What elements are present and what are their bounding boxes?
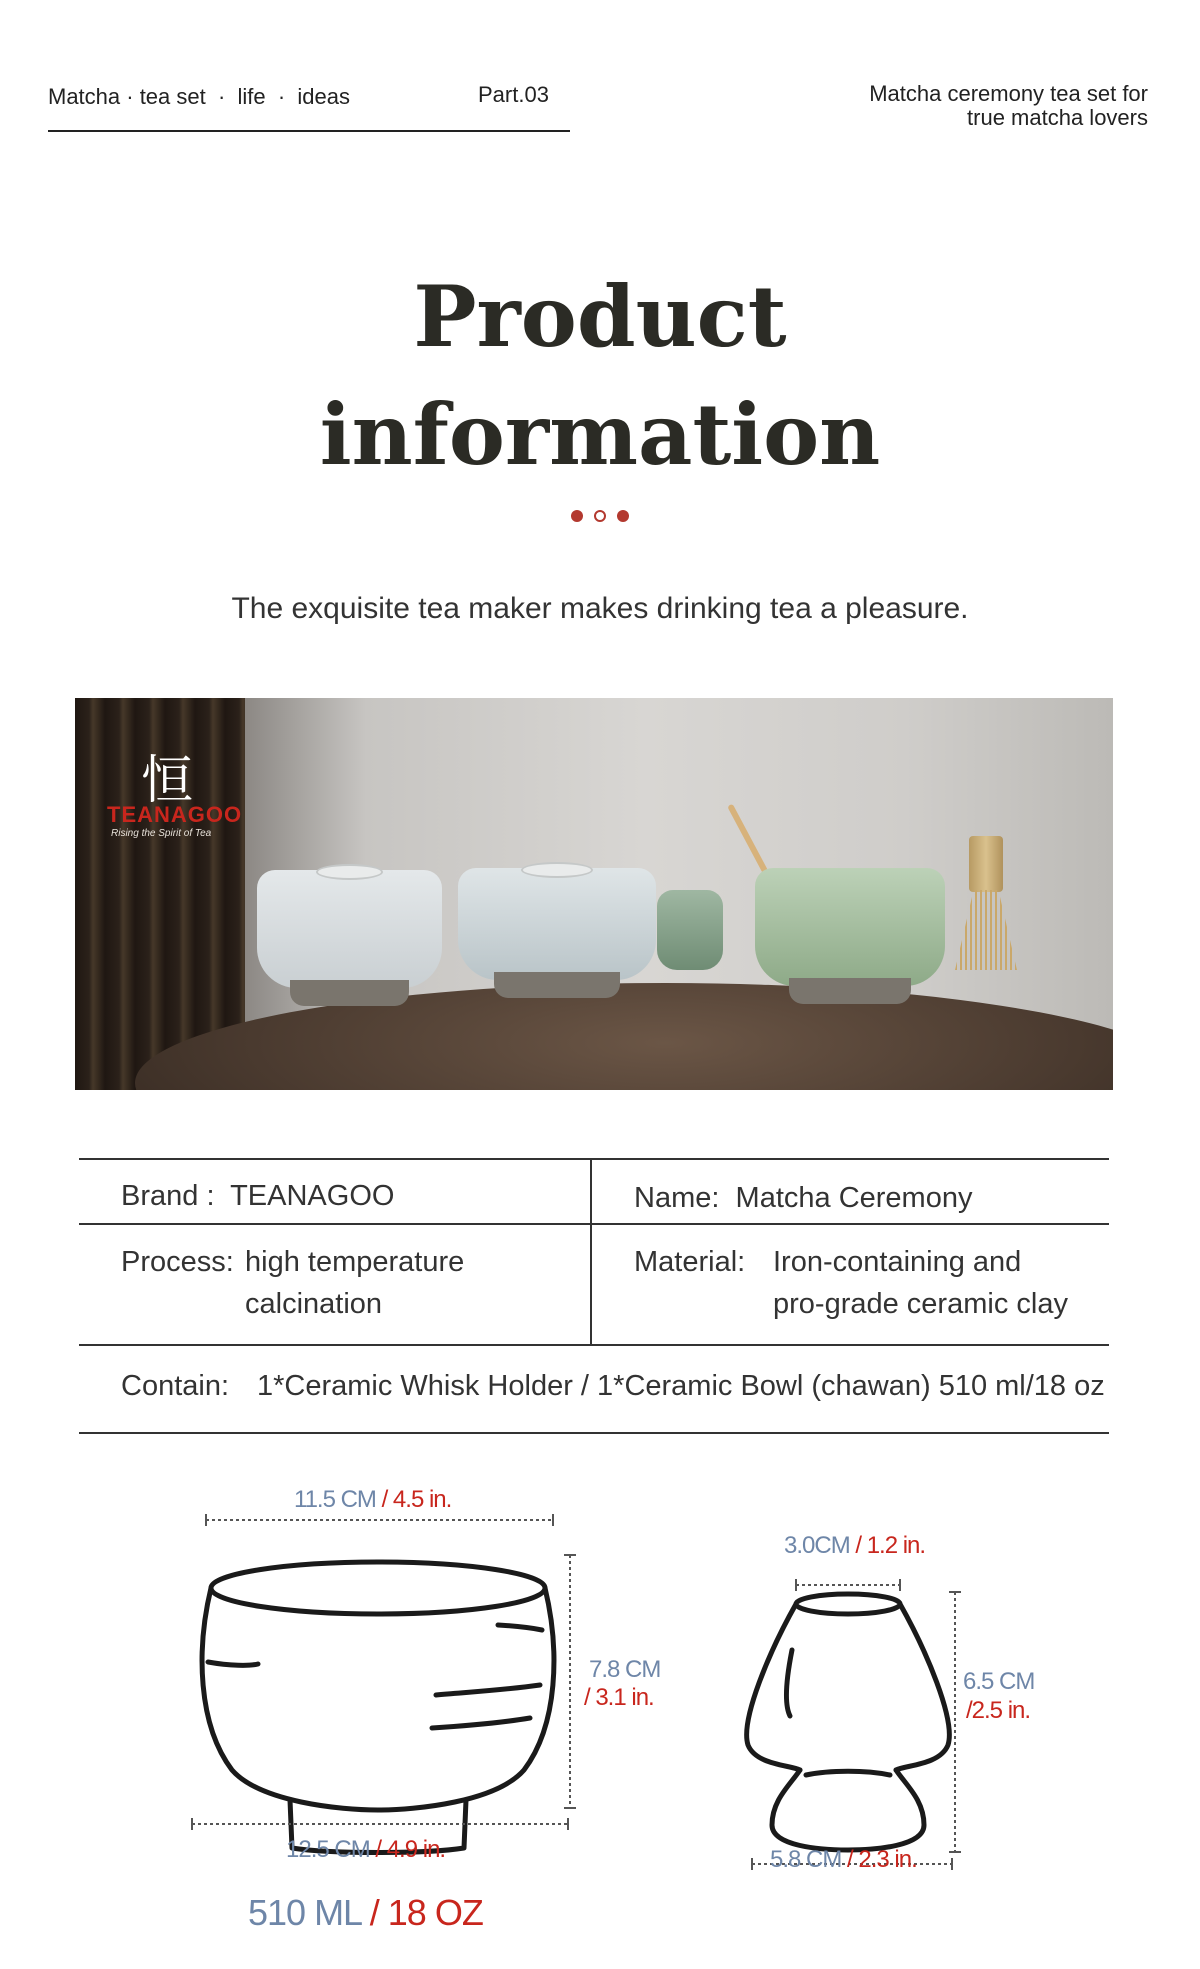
table-divider	[79, 1223, 1109, 1225]
holder-top-ellipse	[796, 1594, 900, 1614]
bowl-capacity-ml: 510 ML	[248, 1892, 361, 1933]
bowl-outline	[202, 1562, 554, 1853]
holder-top-in: / 1.2 in.	[855, 1532, 926, 1559]
bowl-body	[202, 1588, 554, 1810]
bowl-height-cm: 7.8 CM	[589, 1656, 661, 1683]
title-dots-divider	[0, 510, 1200, 522]
holder-bottom-in: / 2.3 in.	[847, 1846, 917, 1873]
green-matcha-bowl	[755, 868, 945, 986]
bowl-bottom-cm: 12.5 CM	[286, 1836, 370, 1863]
spec-name-label: Name:	[634, 1182, 720, 1214]
bowl-top-cm: 11.5 CM	[294, 1486, 376, 1513]
spec-name	[634, 1177, 972, 1219]
bowl-ridge	[208, 1662, 258, 1665]
holder-bottom-cm: 5.8 CM	[770, 1846, 842, 1873]
bowl-height-cm-label	[589, 1656, 660, 1684]
table-divider	[79, 1344, 1109, 1346]
bowl-top-in: / 4.5 in.	[381, 1486, 452, 1513]
bowl-holder-rim	[521, 862, 592, 878]
brand-logo-name: TEANAGOO	[107, 802, 243, 827]
bowl-height-in-label	[584, 1684, 654, 1712]
nav-part-number: Part.03	[478, 82, 549, 107]
bowl-ridge	[498, 1625, 542, 1630]
product-photo	[75, 698, 1113, 1090]
nav-categories: Matcha · tea set · life · ideas	[48, 84, 351, 109]
spec-brand-value: TEANAGOO	[230, 1180, 395, 1212]
divider-dot	[571, 510, 583, 522]
divider-dot	[617, 510, 629, 522]
header-nav	[48, 84, 570, 132]
bowl-capacity-oz: / 18 OZ	[369, 1892, 483, 1933]
spec-process-label: Process:	[121, 1246, 234, 1278]
holder-bottom-width-label	[770, 1846, 917, 1874]
spec-material-label: Material:	[634, 1246, 746, 1278]
bowl-ridge	[432, 1718, 530, 1728]
title-line-2: information	[319, 385, 881, 484]
table-border-bottom	[79, 1432, 1109, 1434]
tagline-line-1: Matcha ceremony tea set for	[869, 81, 1148, 106]
spec-material-value-line-2: pro-grade ceramic clay	[773, 1288, 1068, 1320]
bamboo-whisk	[955, 836, 1017, 970]
holder-base	[772, 1770, 924, 1850]
holder-prong	[786, 1650, 792, 1716]
holder-base-rim	[806, 1771, 890, 1775]
crackle-matcha-bowl	[458, 868, 656, 980]
green-whisk-holder	[657, 890, 723, 970]
bowl-foot	[290, 980, 408, 1006]
divider-dot-hollow	[594, 510, 606, 522]
title-line-1: Product	[413, 267, 787, 366]
spec-brand-label: Brand :	[121, 1180, 215, 1212]
header-tagline	[869, 82, 1148, 130]
spec-material-value-line-1: Iron-containing and	[773, 1246, 1022, 1278]
whisk-handle	[969, 836, 1003, 892]
bowl-ridge	[436, 1685, 540, 1695]
bowl-bottom-in: / 4.9 in.	[375, 1836, 446, 1863]
photo-wooden-table	[135, 983, 1113, 1090]
table-border-top	[79, 1158, 1109, 1160]
page-title	[0, 258, 1200, 494]
bowl-holder-rim	[316, 864, 383, 880]
whisk-tines	[955, 890, 1017, 970]
bowl-top-width-label	[294, 1486, 451, 1514]
bowl-bottom-width-label	[286, 1836, 445, 1864]
brand-logo-mark: 恒	[141, 751, 194, 811]
spec-contain-label: Contain:	[121, 1370, 230, 1402]
spec-process-value-line-2: calcination	[245, 1288, 383, 1320]
holder-height-cm: 6.5 CM	[963, 1668, 1035, 1695]
tagline-line-2: true matcha lovers	[967, 105, 1148, 130]
holder-height-in-label	[966, 1697, 1030, 1725]
bowl-foot	[789, 978, 911, 1004]
white-matcha-bowl	[257, 870, 442, 988]
holder-height-in: /2.5 in.	[966, 1697, 1031, 1724]
holder-top-width-label	[784, 1532, 925, 1560]
bowl-height-in: / 3.1 in.	[584, 1684, 654, 1711]
holder-top-cm: 3.0CM	[784, 1532, 850, 1559]
spec-process-value-line-1: high temperature	[245, 1246, 465, 1278]
bowl-capacity-label	[248, 1892, 483, 1934]
page-subtitle: The exquisite tea maker makes drinking tea a pleasure.	[231, 592, 969, 625]
holder-outline	[747, 1594, 950, 1850]
brand-logo	[107, 738, 257, 848]
spec-brand	[121, 1175, 394, 1217]
table-column-divider	[590, 1158, 592, 1344]
holder-height-cm-label	[963, 1668, 1034, 1696]
bowl-foot	[494, 972, 621, 998]
spec-name-value: Matcha Ceremony	[735, 1182, 973, 1214]
spec-contain-value: 1*Ceramic Whisk Holder / 1*Ceramic Bowl (chawan) 510 ml/18 oz	[257, 1370, 1105, 1402]
bowl-rim-ellipse	[211, 1562, 545, 1614]
brand-logo-slogan: Rising the Spirit of Tea	[111, 828, 212, 839]
holder-body	[747, 1604, 950, 1770]
